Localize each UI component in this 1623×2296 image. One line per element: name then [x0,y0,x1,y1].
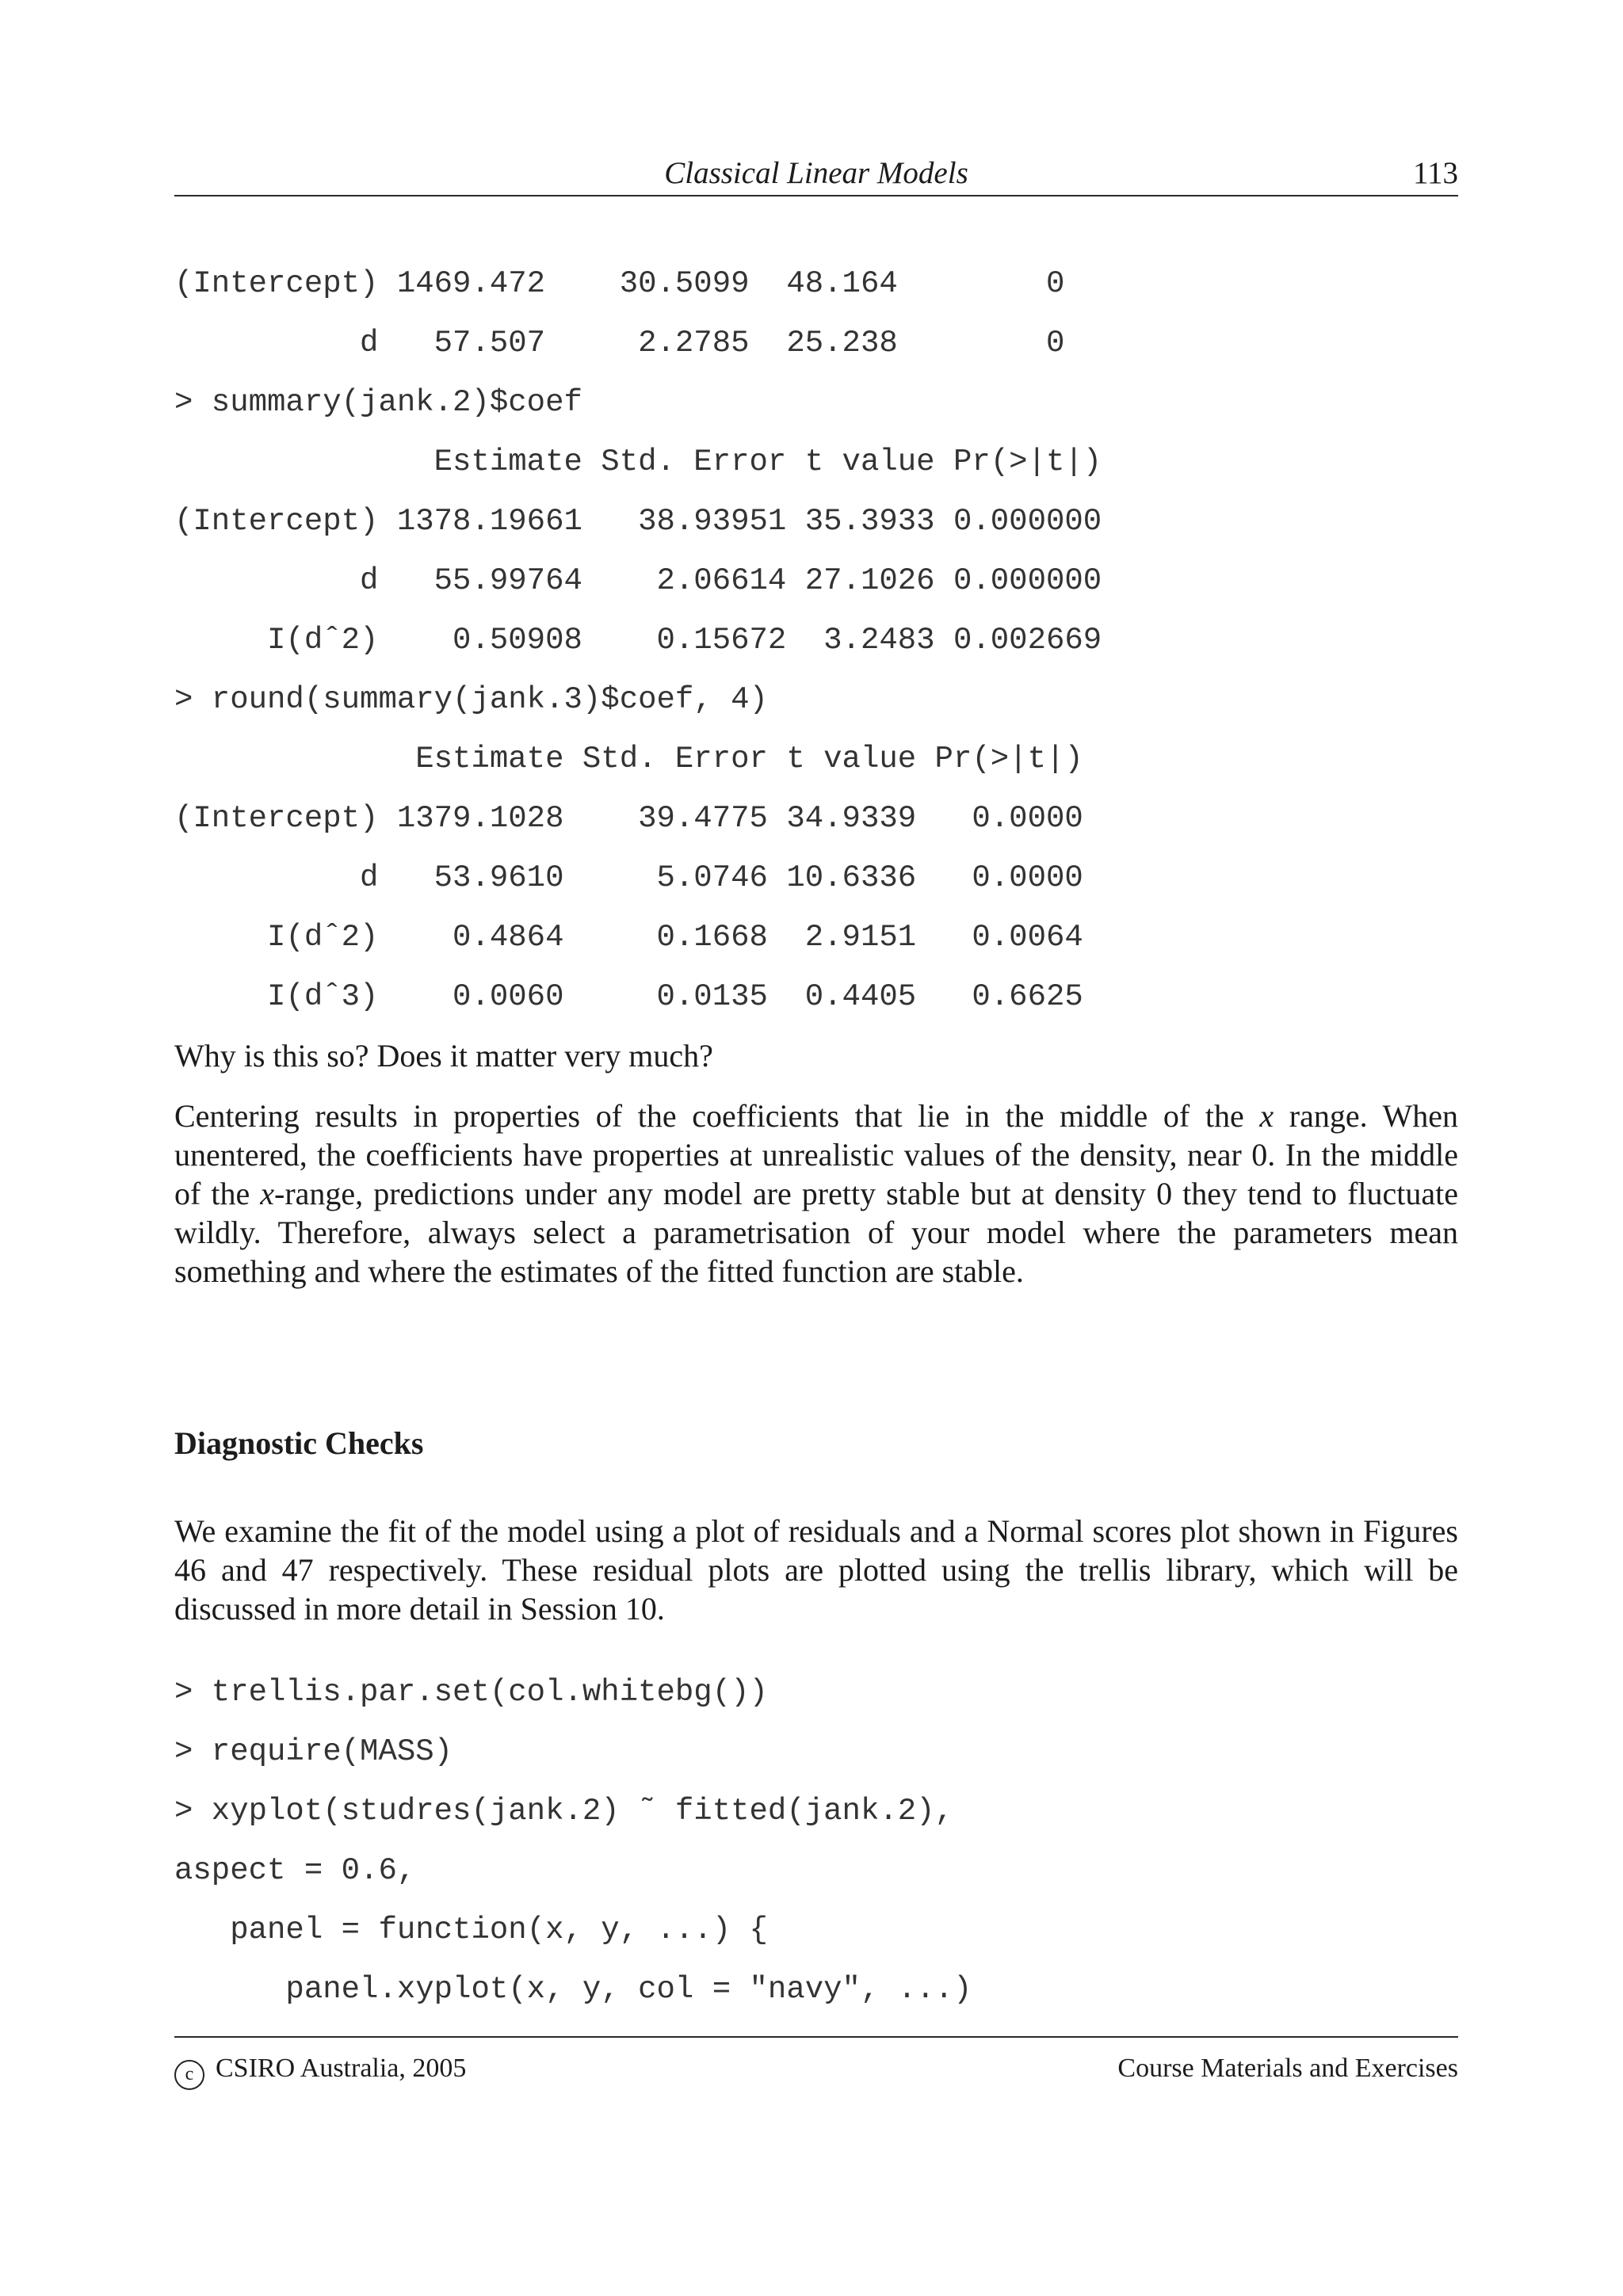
page-footer [174,2036,1458,2085]
math-variable: x [260,1176,275,1211]
paragraph-text: Centering results in properties of the coefficients that lie in the middle of the [174,1098,1260,1134]
document-page [174,0,1458,2296]
code-line: > round(summary(jank.3)$coef, 4) [174,682,768,717]
code-line: > xyplot(studres(jank.2) ˜ fitted(jank.2), [174,1794,953,1829]
code-block-trellis [174,1669,1458,2025]
code-line: panel = function(x, y, ...) { [174,1913,768,1947]
paragraph-diagnostics: We examine the fit of the model using a plot of residuals and a Normal scores plot shown in Figures 46 and 47 respectively. These residual plots are plotted using the trellis library, which will be discussed in more detail in Session 10. [174,1513,1458,1627]
code-block-coefficients [174,260,1458,1032]
code-line: (Intercept) 1469.472 30.5099 48.164 0 [174,266,1065,301]
code-line: d 53.9610 5.0746 10.6336 0.0000 [174,860,1083,895]
running-title: Classical Linear Models [664,156,968,190]
code-line: panel.xyplot(x, y, col = "navy", ...) [174,1972,972,2007]
footer-right-text: Course Materials and Exercises [1117,2054,1458,2083]
page-header [174,155,1458,196]
code-line: I(dˆ2) 0.4864 0.1668 2.9151 0.0064 [174,920,1083,955]
copyright-icon: c [174,2060,204,2090]
footer-left-text: CSIRO Australia, 2005 [216,2054,467,2083]
code-line: I(dˆ2) 0.50908 0.15672 3.2483 0.002669 [174,623,1102,658]
section-heading: Diagnostic Checks [174,1425,424,1461]
code-line: > trellis.par.set(col.whitebg()) [174,1675,768,1710]
question-text: Why is this so? Does it matter very much? [174,1038,713,1074]
code-line: d 55.99764 2.06614 27.1026 0.000000 [174,563,1102,598]
math-variable: x [1259,1098,1274,1134]
code-line: I(dˆ3) 0.0060 0.0135 0.4405 0.6625 [174,979,1083,1014]
paragraph-text: -range, predictions under any model are pretty stable but at density 0 they tend to fluctuate wildly. Therefore, always select a parametrisation of your model where the parameters mean something and where the estimates of the fitted function are stable. [174,1176,1459,1289]
footer-copyright [174,2054,466,2090]
paragraph-centering [174,1097,1458,1291]
code-line: Estimate Std. Error t value Pr(>|t|) [174,444,1102,479]
paragraph-text: range. When unentered, the coefficients have properties at unrealistic values of the density, near 0. In the middle of the [174,1098,1458,1211]
code-line: (Intercept) 1379.1028 39.4775 34.9339 0.0000 [174,801,1083,836]
code-line: aspect = 0.6, [174,1853,416,1888]
page-number: 113 [1412,156,1458,190]
code-line: Estimate Std. Error t value Pr(>|t|) [174,742,1083,776]
code-line: > summary(jank.2)$coef [174,385,582,420]
code-line: (Intercept) 1378.19661 38.93951 35.3933 0.000000 [174,504,1102,539]
code-line: d 57.507 2.2785 25.238 0 [174,326,1065,360]
code-line: > require(MASS) [174,1734,453,1769]
